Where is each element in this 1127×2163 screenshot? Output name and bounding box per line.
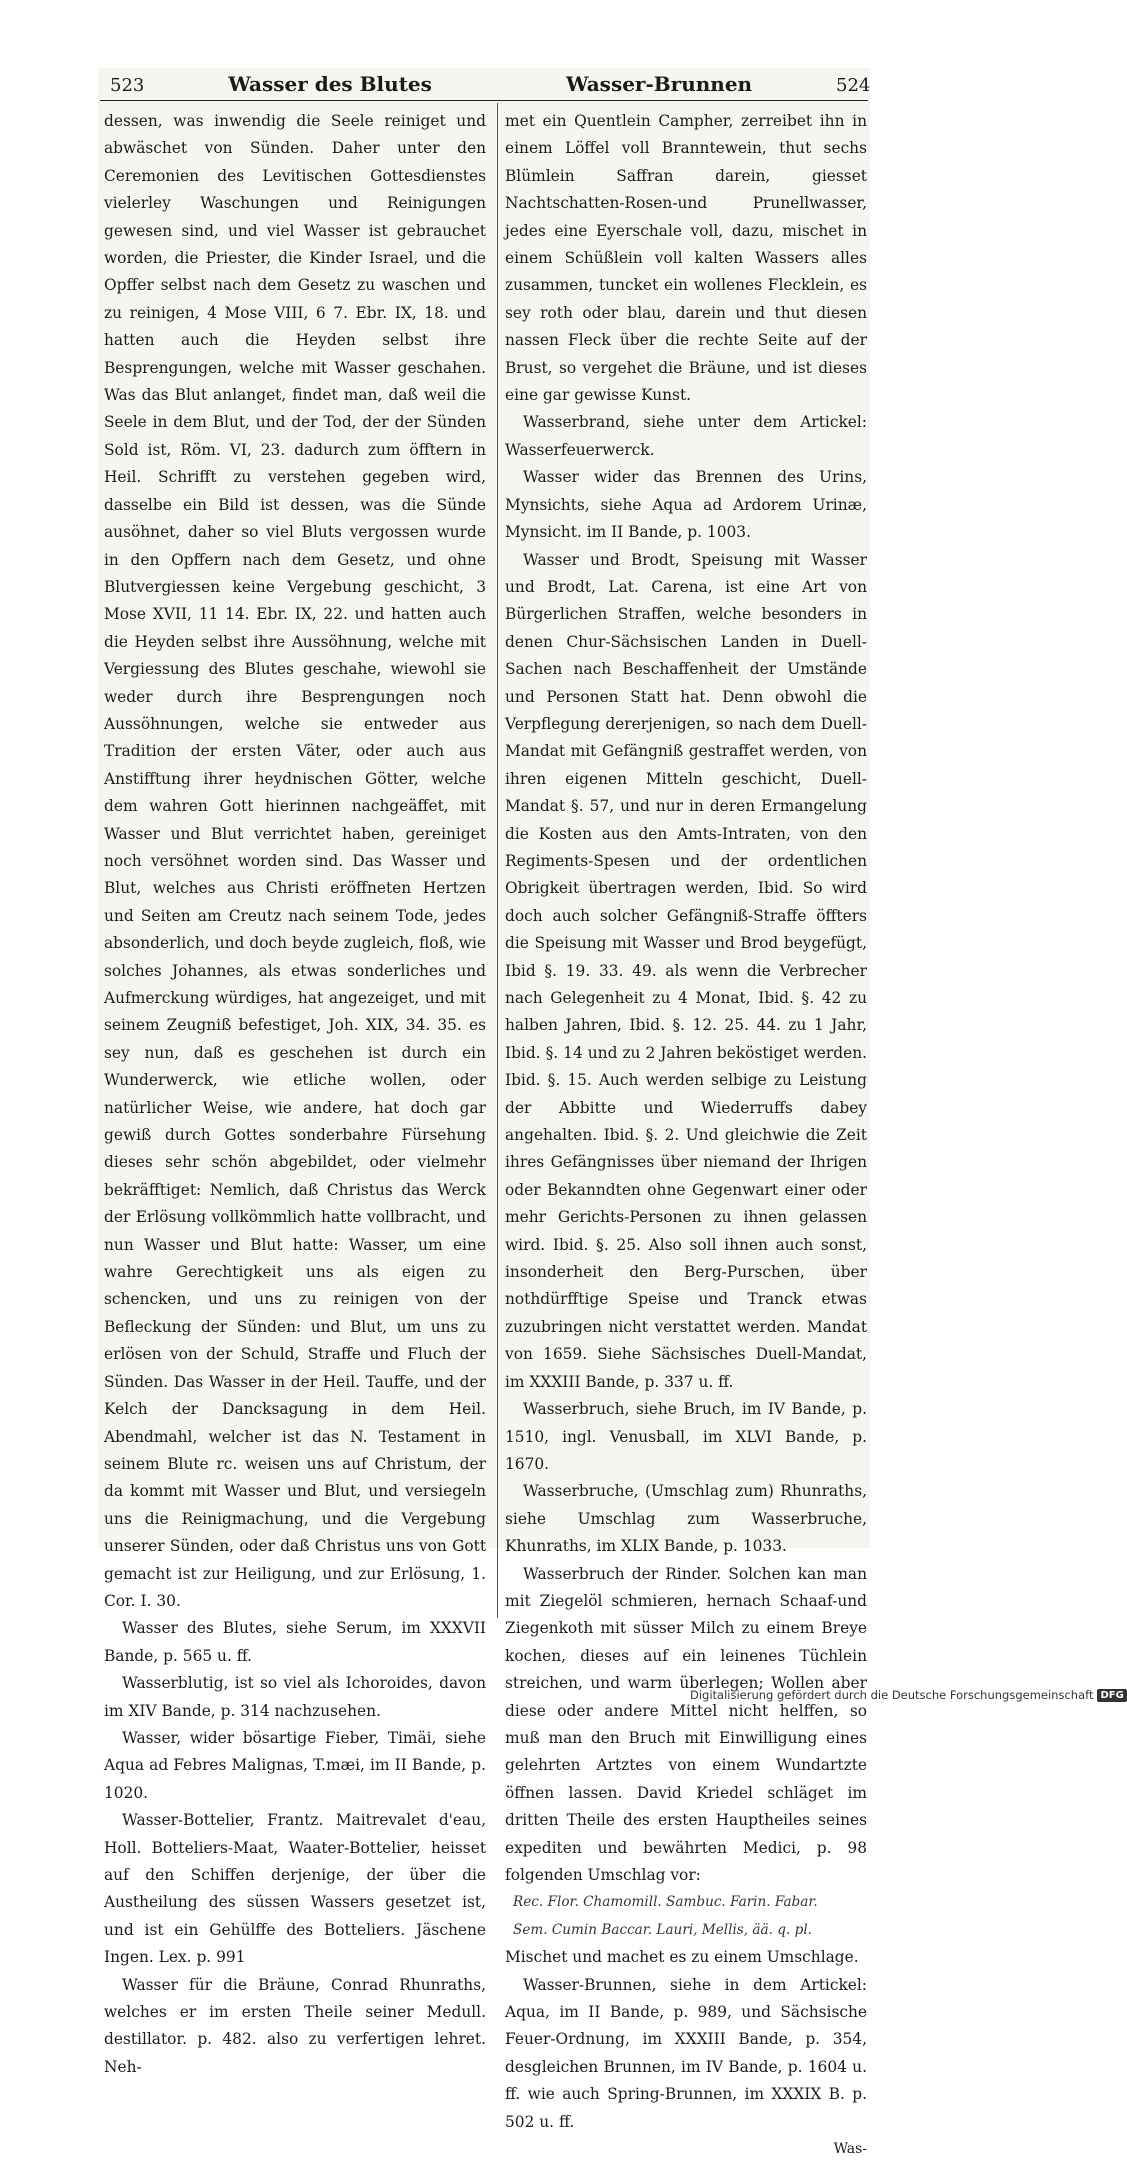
entry-paragraph: Wasser, wider bösartige Fieber, Timäi, siehe Aqua ad Febres Malignas, T.mæi, im II Bande, p. 1020. — [104, 1728, 486, 1802]
entry-paragraph: Wasserbruch, siehe Bruch, im IV Bande, p. 1510, ingl. Venusball, im XLVI Bande, p. 1670. — [505, 1400, 867, 1473]
page-number-left: 523 — [110, 75, 145, 96]
dfg-logo: DFG — [1097, 1689, 1126, 1702]
entry-paragraph: Mischet und machet es zu einem Umschlage. — [505, 1948, 859, 1967]
entry-paragraph: dessen, was inwendig die Seele reiniget und abwäschet von Sünden. Daher unter den Ceremonien des Levitischen Gottesdienstes vielerley Waschungen und Reinigungen gewesen sind, und viel Wasser ist gebrauchet worden, die Priester, die Kinder Israel, und die Opffer selbst nach dem Gesetz zu waschen und zu reinigen, 4 Mose VIII, 6 7. Ebr. IX, 18. und hatten auch die Heyden selbst ihre Besprengungen, welche mit Wasser geschahen. Was das Blut anlanget, findet man, daß weil die Seele in dem Blut, und der Tod, der der Sünden Sold ist, Röm. VI, 23. dadurch zum öfftern in Heil. Schrifft zu verstehen gegeben wird, dasselbe ein Bild ist dessen, was die Sünde ausöhnet, daher so viel Bluts vergossen wurde in den Opffern nach dem Gesetz, und ohne Blutvergiessen keine Vergebung geschicht, 3 Mose XVII, 11 14. Ebr. IX, 22. und hatten auch die Heyden selbst ihre Aussöhnung, welche mit Vergiessung des Blutes geschahe, wiewohl sie weder durch ihre Besprengungen noch Aussöhnungen, welche sie entweder aus Tradition der ersten Väter, oder auch aus Anstifftung ihrer heydnischen Götter, welche dem wahren Gott hierinnen nachgeäffet, mit Wasser und Blut verrichtet haben, gereiniget noch versöhnet worden sind. Das Wasser und Blut, welches aus Christi eröffneten Hertzen und Seiten am Creutz nach seinem Tode, jedes absonderlich, und doch beyde zugleich, floß, wie solches Johannes, als etwas sonderliches und Aufmerckung würdiges, hat angezeiget, und mit seinem Zeugniß befestiget, Joh. XIX, 34. 35. es sey nun, daß es geschehen ist durch ein Wunderwerck, wie etliche wollen, oder natürlicher Weise, wie andere, hat doch gar gewiß durch Gottes sonderbahre Fürsehung dieses sehr schön abgebildet, oder vielmehr bekräfftiget: Nemlich, daß Christus das Werck der Erlösung vollkömmlich hatte vollbracht, und nun Wasser und Blut hatte: Wasser, um eine wahre Gerechtigkeit uns als eigen zu schencken, und uns zu reinigen von der Befleckung der Sünden: und Blut, um uns zu erlösen von der Schuld, Straffe und Fluch der Sünden. Das Wasser in der Heil. Tauffe, und der Kelch der Dancksagung in dem Heil. Abendmahl, welcher ist das N. Testament in seinem Blute rc. weisen uns auf Christum, der da kommt mit Wasser und Blut, und versiegeln uns die Reinigmachung, und die Vergebung unserer Sünden, oder daß Christus uns von Gott gemacht ist zur Heiligung, und zur Erlösung, 1. Cor. I. 30. — [104, 112, 486, 1610]
entry-paragraph: Wasser-Bottelier, Frantz. Maitrevalet d'eau, Holl. Botteliers-Maat, Waater-Bottelier, heisset auf den Schiffen derjenige, der über die Austheilung des süssen Wassers gesetzet ist, und ist ein Gehülffe des Botteliers. Jäschene Ingen. Lex. p. 991 — [104, 1811, 486, 1967]
right-column — [505, 108, 867, 2158]
entry-paragraph: Wasser des Blutes, siehe Serum, im XXXVII Bande, p. 565 u. ff. — [104, 1619, 486, 1665]
header-left — [110, 72, 432, 96]
header-rule — [100, 100, 868, 101]
entry-paragraph: met ein Quentlein Campher, zerreibet ihn in einem Löffel voll Branntewein, thut sechs Blümlein Saffran darein, giesset Nachtschatten-Rosen-und Prunellwasser, jedes eine Eyerschale voll, dazu, mischet in einem Schüßlein voll kalten Wassers alles zusammen, tuncket ein wollenes Flecklein, es sey roth oder blau, darein und thut diesen nassen Fleck über die rechte Seite auf der Brust, so vergehet die Bräune, und ist dieses eine gar gewisse Kunst. — [505, 112, 867, 405]
footer-text: Digitalisierung gefördert durch die Deutsche Forschungsgemeinschaft — [690, 1688, 1094, 1702]
entry-paragraph: Wasser wider das Brennen des Urins, Mynsichts, siehe Aqua ad Ardorem Urinæ, Mynsicht. im II Bande, p. 1003. — [505, 468, 867, 542]
entry-paragraph: Wasserblutig, ist so viel als Ichoroides, davon im XIV Bande, p. 314 nachzusehen. — [104, 1674, 486, 1720]
entry-paragraph: Wasserbruche, (Umschlag zum) Rhunraths, siehe Umschlag zum Wasserbruche, Khunraths, im XLIX Bande, p. 1033. — [505, 1482, 867, 1556]
digitization-footer — [690, 1688, 1127, 1702]
entry-paragraph: Wasser-Brunnen, siehe in dem Artickel: Aqua, im II Bande, p. 989, und Sächsische Feuer-Ordnung, im XXXIII Bande, p. 354, desgleichen Brunnen, im IV Bande, p. 1604 u. ff. wie auch Spring-Brunnen, im XXXIX B. p. 502 u. ff. — [505, 1975, 867, 2131]
recipe-line: Sem. Cumin Baccar. Lauri, Mellis, ää. q. pl. — [513, 1921, 812, 1938]
catchword: Was- — [833, 2141, 867, 2158]
left-column — [104, 108, 486, 2076]
column-divider — [497, 103, 498, 1618]
entry-paragraph: Wasser und Brodt, Speisung mit Wasser und Brodt, Lat. Carena, ist eine Art von Bürgerlichen Straffen, welche besonders in denen Chur-Sächsischen Landen in Duell-Sachen nach Beschaffenheit der Umstände und Personen Statt hat. Denn obwohl die Verpflegung dererjenigen, so nach dem Duell-Mandat mit Gefängniß gestraffet werden, von ihren eigenen Mitteln geschicht, Duell-Mandat §. 57, und nur in deren Ermangelung die Kosten aus den Amts-Intraten, von den Regiments-Spesen und der ordentlichen Obrigkeit übertragen werden, Ibid. So wird doch auch solcher Gefängniß-Straffe öffters die Speisung mit Wasser und Brod beygefügt, Ibid §. 19. 33. 49. als wenn die Verbrecher nach Gelegenheit zu 4 Monat, Ibid. §. 42 zu halben Jahren, Ibid. §. 12. 25. 44. zu 1 Jahr, Ibid. §. 14 und zu 2 Jahren beköstiget werden. Ibid. §. 15. Auch werden selbige zu Leistung der Abbitte und Wiederruffs dabey angehalten. Ibid. §. 2. Und gleichwie die Zeit ihres Gefängnisses über niemand der Ihrigen oder Bekanndten ohne Gegenwart einer oder mehr Gerichts-Personen zu ihnen gelassen wird. Ibid. §. 25. Also soll ihnen auch sonst, insonderheit den Berg-Purschen, über nothdürfftige Speise und Tranck etwas zuzubringen nicht verstattet werden. Mandat von 1659. Siehe Sächsisches Duell-Mandat, im XXXIII Bande, p. 337 u. ff. — [505, 550, 867, 1391]
entry-paragraph: Wasserbrand, siehe unter dem Artickel: Wasserfeuerwerck. — [505, 413, 867, 459]
recipe-line: Rec. Flor. Chamomill. Sambuc. Farin. Fabar. — [513, 1894, 818, 1911]
running-title-right: Wasser-Brunnen — [566, 72, 753, 96]
running-title-left: Wasser des Blutes — [228, 72, 432, 96]
entry-paragraph: Wasserbruch der Rinder. Solchen kan man mit Ziegelöl schmieren, hernach Schaaf-und Ziegenkoth mit süsser Milch zu einem Breye kochen, dieses auf ein leinenes Tüchlein streichen, und warm überlegen; Wollen aber diese oder andere Mittel nicht helffen, so muß man den Bruch mit Einwilligung eines gelehrten Artztes von einem Wundartzte öffnen lassen. David Kriedel schläget im dritten Theile des ersten Hauptheiles seines expediten und bewährten Medici, p. 98 folgenden Umschlag vor: — [505, 1564, 867, 1884]
page-number-right: 524 — [836, 75, 871, 96]
entry-paragraph: Wasser für die Bräune, Conrad Rhunraths, welches er im ersten Theile seiner Medull. destillator. p. 482. also zu verfertigen lehret. Neh- — [104, 1975, 486, 2076]
header-right — [566, 72, 870, 96]
